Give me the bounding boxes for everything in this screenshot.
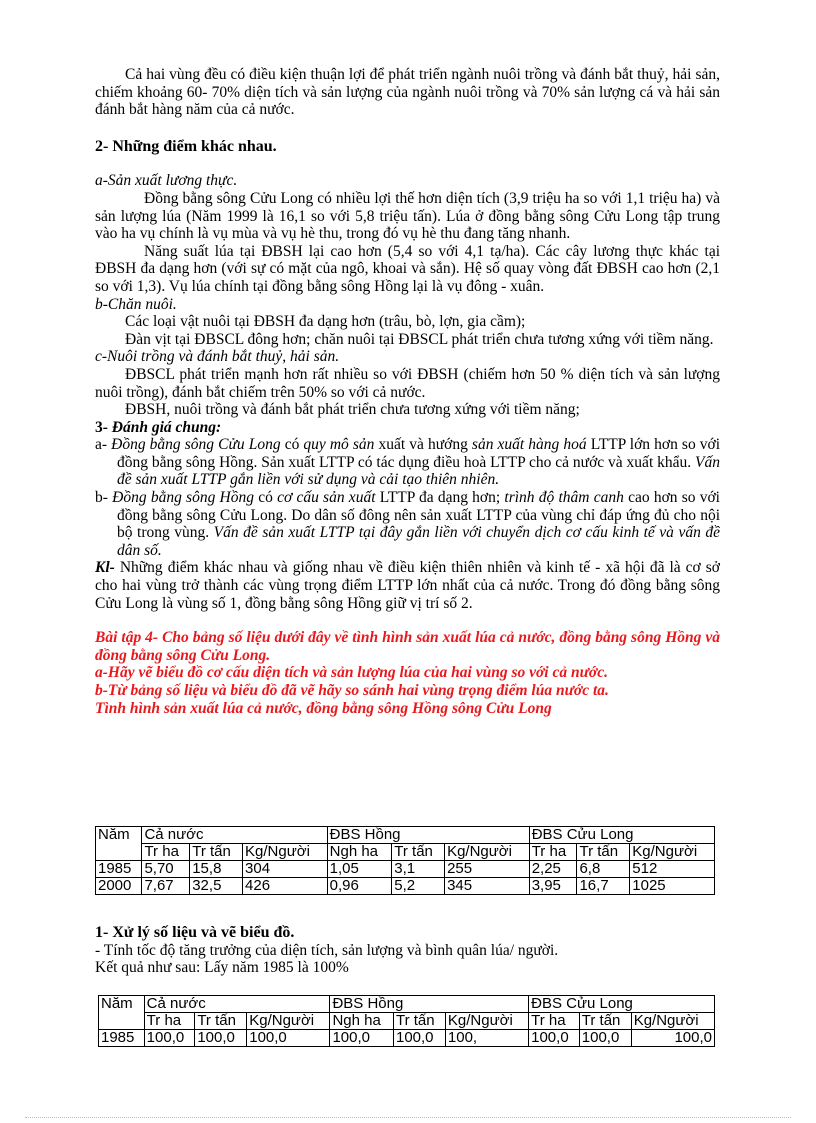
table-subheader: Tr tấn (393, 1013, 445, 1030)
data-processing-line-2: Kết quả như sau: Lấy năm 1985 là 100% (95, 959, 349, 977)
table-cell: 0,96 (327, 878, 392, 895)
table-subheader: Kg/Người (445, 1013, 528, 1030)
table-cell: 100,0 (579, 1030, 631, 1047)
table-subheader: Kg/Người (247, 1013, 330, 1030)
exercise-task-a: a-Hãy vẽ biểu đồ cơ cấu diện tích và sản lượng lúa của hai vùng so với cả nước. (95, 664, 608, 682)
table-cell: 512 (630, 861, 715, 878)
subsection-a-heading: a-Sản xuất lương thực. (95, 172, 238, 190)
table-row (96, 878, 715, 895)
conclusion-paragraph: Kl- Những điểm khác nhau và giống nhau về điều kiện thiên nhiên và kinh tế - xã hội đã là cơ sở cho hai vùng trở thành các vùng trọng điểm LTTP lớn nhất của cả nước. Trong đó đồng bằng sông Cửu Long là vùng số 1, đồng bằng sông Hồng giữ vị trí số 2. (95, 559, 720, 612)
data-processing-line-1: - Tính tốc độ tăng trưởng của diện tích, sản lượng và bình quân lúa/ người. (95, 941, 559, 959)
table-cell: 1025 (630, 878, 715, 895)
table-subheader-row (99, 1013, 715, 1030)
exercise-title: Bài tập 4- Cho bảng số liệu dưới đây về tình hình sản xuất lúa cả nước, đồng bằng sông Hồng và đồng bằng sông Cửu Long. (95, 629, 720, 664)
table-cell: 100,0 (529, 1030, 580, 1047)
table-subheader: Tr tấn (195, 1013, 247, 1030)
table-cell: 5,70 (142, 861, 190, 878)
growth-rate-table (98, 995, 715, 1047)
exercise-table-caption: Tình hình sản xuất lúa cả nước, đồng bằng sông Hồng sông Cửu Long (95, 699, 552, 717)
table-cell: 100,0 (247, 1030, 330, 1047)
table-subheader: Kg/Người (243, 844, 328, 861)
section-2-heading: 2- Những điểm khác nhau. (95, 137, 277, 155)
subsection-c-heading: c-Nuôi trồng và đánh bắt thuỷ, hải sản. (95, 348, 340, 366)
table-cell: 15,8 (190, 861, 243, 878)
table-cell: 6,8 (577, 861, 630, 878)
table-header-year: Năm (96, 827, 142, 861)
subsection-b-paragraph-1: Các loại vật nuôi tại ĐBSH đa dạng hơn (trâu, bò, lợn, gia cầm); (125, 313, 526, 331)
table-cell: 3,1 (392, 861, 445, 878)
table-subheader: Tr ha (529, 1013, 580, 1030)
subsection-a-paragraph-1: Đồng bằng sông Cửu Long có nhiều lợi thế hơn diện tích (3,9 triệu ha so với 1,1 triệu ha) và sản lượng lúa (Năm 1999 là 16,1 so với 5,8 triệu tấn). Lúa ở đồng bằng sông Cửu Long tập trung vào ha vụ chính là vụ mùa và vụ hè thu, trong đó vụ hè thu đang tăng nhanh. (95, 189, 720, 243)
evaluation-b: b- Đồng bằng sông Hồng có cơ cấu sản xuất LTTP đa dạng hơn; trình độ thâm canh cao hơn so với đồng bằng sông Cửu Long. Do dân số đông nên sản xuất LTTP của vùng chỉ đáp ứng đủ cho nội bộ trong vùng. Vấn đề sản xuất LTTP tại đây gắn liền với chuyển dịch cơ cấu kinh tế và vấn đề dân số. (95, 489, 720, 559)
table-cell: 100,0 (631, 1030, 714, 1047)
table-cell: 16,7 (577, 878, 630, 895)
table-cell: 304 (243, 861, 328, 878)
table-row (99, 1030, 715, 1047)
table-header-group: ĐBS Cửu Long (529, 827, 714, 844)
subsection-c-paragraph-2: ĐBSH, nuôi trồng và đánh bắt phát triển chưa tương xứng với tiềm năng; (125, 401, 580, 419)
table-subheader: Tr ha (144, 1013, 195, 1030)
table-cell: 100, (445, 1030, 528, 1047)
table-cell: 5,2 (392, 878, 445, 895)
subsection-b-heading: b-Chăn nuôi. (95, 295, 177, 313)
exercise-task-b: b-Từ bảng số liệu và biểu đồ đã vẽ hãy so sánh hai vùng trọng điểm lúa nước ta. (95, 682, 609, 699)
document-body (95, 66, 720, 717)
table-row (96, 861, 715, 878)
table-subheader: Kg/Người (445, 844, 530, 861)
table-header-group: Cả nước (144, 996, 330, 1013)
table-cell: 345 (445, 878, 530, 895)
table-subheader: Kg/Người (631, 1013, 714, 1030)
section-3-number: 3- (95, 418, 108, 436)
table-subheader: Ngh ha (330, 1013, 394, 1030)
table-subheader: Tr tấn (190, 844, 243, 861)
table-subheader: Tr tấn (579, 1013, 631, 1030)
table-header-year: Năm (99, 996, 145, 1030)
section-3-title: Đánh giá chung: (111, 418, 222, 436)
subsection-a-paragraph-2: Năng suất lúa tại ĐBSH lại cao hơn (5,4 so với 4,1 tạ/ha). Các cây lương thực khác tại ĐBSH đa dạng hơn (với sự có mặt của ngô, khoai và sắn). Hệ số quay vòng đất ĐBSH cao hơn (2,1 so với 1,3). Vụ lúa chính tại đồng bằng sông Hồng lại là vụ đông - xuân. (95, 242, 720, 295)
table-header-row (99, 996, 715, 1013)
table-subheader: Tr ha (529, 844, 577, 861)
table-cell: 1985 (99, 1030, 145, 1047)
evaluation-a: a- Đồng bằng sông Cửu Long có quy mô sản xuất và hướng sản xuất hàng hoá LTTP lớn hơn so với đồng bằng sông Hồng. Sản xuất LTTP có tác dụng điều hoà LTTP cho cả nước và xuất khẩu. Vấn đề sản xuất LTTP gắn liền với sử dụng và cải tạo thiên nhiên. (95, 436, 721, 489)
table-header-group: ĐBS Hồng (327, 827, 529, 844)
table-subheader: Tr tấn (392, 844, 445, 861)
table-cell: 2000 (96, 878, 142, 895)
table-cell: 2,25 (529, 861, 577, 878)
table-cell: 1,05 (327, 861, 392, 878)
table-subheader: Tr ha (142, 844, 190, 861)
table-header-group: ĐBS Cửu Long (529, 996, 715, 1013)
table-cell: 255 (445, 861, 530, 878)
subsection-b-paragraph-2: Đàn vịt tại ĐBSCL đông hơn; chăn nuôi tại ĐBSCL phát triển chưa tương xứng với tiềm năng. (125, 330, 714, 348)
table-cell: 426 (243, 878, 328, 895)
table-cell: 100,0 (195, 1030, 247, 1047)
rice-production-table (95, 826, 715, 895)
section-3-heading (95, 419, 720, 437)
conclusion-label: Kl- (95, 559, 115, 577)
table-subheader: Ngh ha (327, 844, 392, 861)
table-subheader: Tr tấn (577, 844, 630, 861)
data-processing-section (95, 922, 720, 977)
table-subheader: Kg/Người (630, 844, 715, 861)
table-cell: 100,0 (330, 1030, 394, 1047)
table-cell: 100,0 (144, 1030, 195, 1047)
table-cell: 7,67 (142, 878, 190, 895)
table-header-row (96, 827, 715, 844)
intro-paragraph: Cả hai vùng đều có điều kiện thuận lợi để phát triển ngành nuôi trồng và đánh bắt thuỷ, hải sản, chiếm khoảng 60- 70% diện tích và sản lượng của ngành nuôi trồng và 70% sản lượng cá và hải sản đánh bắt hàng năm của cả nước. (95, 66, 720, 119)
table-cell: 32,5 (190, 878, 243, 895)
table-cell: 3,95 (529, 878, 577, 895)
table-header-group: ĐBS Hồng (330, 996, 529, 1013)
table-subheader-row (96, 844, 715, 861)
table-cell: 1985 (96, 861, 142, 878)
data-processing-heading: 1- Xử lý số liệu và vẽ biểu đồ. (95, 924, 295, 941)
table-cell: 100,0 (393, 1030, 445, 1047)
subsection-c-paragraph-1: ĐBSCL phát triển mạnh hơn rất nhiều so với ĐBSH (chiếm hơn 50 % diện tích và sản lượng nuôi trồng), đánh bắt chiếm trên 50% so với cả nước. (95, 365, 720, 401)
page-bottom-divider (25, 1117, 791, 1118)
table-header-group: Cả nước (142, 827, 327, 844)
